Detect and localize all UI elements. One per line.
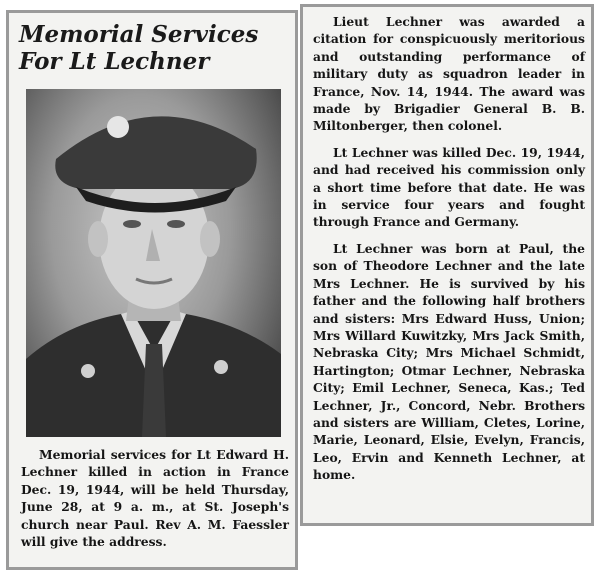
citation-paragraph: Lieut Lechner was awarded a citation for conspicuously meritorious and outstanding performance of military duty as squadron leader in France, Nov. 14, 1944. The award was made by Brigadier General B. B. Miltonberger, then colonel. <box>313 14 585 134</box>
headline-line-1: Memorial Services <box>19 21 259 48</box>
portrait-illustration <box>26 89 281 437</box>
memorial-paragraph: Memorial services for Lt Edward H. Lechner killed in action in France Dec. 19, 1944, will be held Thursday, June 28, at 9 a. m., at St. Joseph's church near Paul. Rev A. M. Faessler will give the address. <box>21 447 289 550</box>
headline <box>19 21 294 75</box>
family-paragraph: Lt Lechner was born at Paul, the son of Theodore Lechner and the late Mrs Lechner. He is survived by his father and the following half brothers and sisters: Mrs Edward Huss, Union; Mrs Willard Kuwitzky, Mrs Jack Smith, Nebraska City; Mrs Michael Schmidt, Hartington; Otmar Lechner, Nebraska City; Emil Lechner, Seneca, Kas.; Ted Lechner, Jr., Concord, Nebr. Brothers and sisters are William, Cletes, Lorine, Marie, Leonard, Elsie, Evelyn, Francis, Leo, Ervin and Kenneth Lechner, at home. <box>313 240 585 483</box>
article-continuation <box>313 13 585 493</box>
clipping-right <box>300 4 594 526</box>
service-paragraph: Lt Lechner was killed Dec. 19, 1944, and had received his commission only a short time before that date. He was in service four years and fought through France and Germany. <box>313 144 585 230</box>
clipping-left <box>6 10 298 570</box>
headline-line-2: For Lt Lechner <box>19 48 210 75</box>
portrait-photo <box>26 89 281 437</box>
